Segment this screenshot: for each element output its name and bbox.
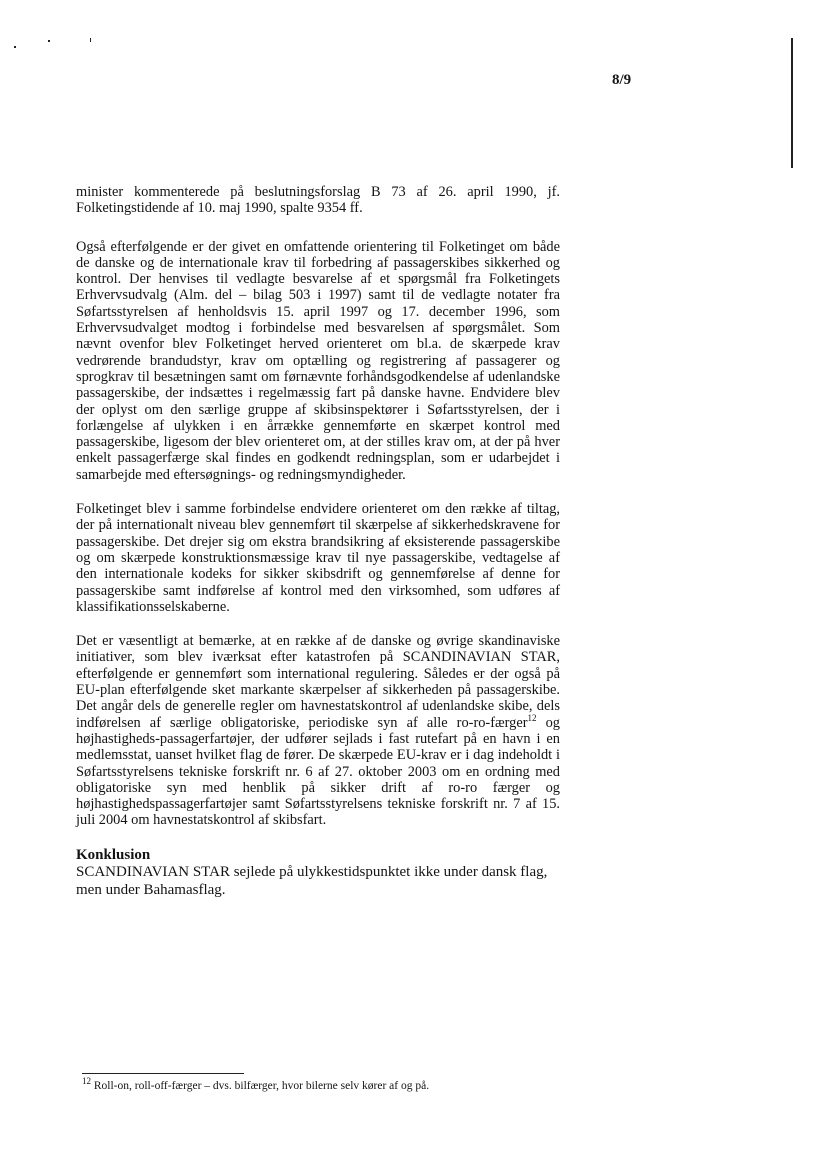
paragraph-intro: minister kommenterede på beslutningsforslag B 73 af 26. april 1990, jf. Folketingstidende af 10. maj 1990, spalte 9354 ff. (76, 184, 560, 217)
paragraph-eu-text-start: Det er væsentligt at bemærke, at en række af de danske og øvrige skandinaviske initiativer, som blev iværksat efter katastrofen på SCANDINAVIAN STAR, efterfølgende er gennemført som international regulering. Således er der også på EU-plan efterfølgende sket markante skærpelser af sikkerheden på passagerskibe. Det angår dels de generelle regler om havnestatskontrol af udenlandske skibe, dels indførelsen af særlige obligatoriske, periodiske syn af alle ro-ro-færger (76, 633, 560, 731)
footnote-divider (82, 1073, 244, 1074)
footnote-reference: 12 (527, 712, 537, 723)
scan-speck (90, 38, 91, 42)
footnote-text: Roll-on, roll-off-færger – dvs. bilfærger, hvor bilerne selv kører af og på. (91, 1080, 430, 1092)
footnote-number: 12 (82, 1076, 91, 1087)
scan-edge-line (791, 38, 793, 168)
scan-speck (48, 40, 50, 42)
scan-speck (14, 46, 16, 48)
footnote (82, 1076, 562, 1093)
conclusion-heading: Konklusion (76, 846, 151, 863)
document-body (76, 184, 560, 917)
paragraph-orientation: Også efterfølgende er der givet en omfattende orientering til Folketinget om både de danske og de internationale krav til forbedring af passagerskibes sikkerhed og kontrol. Der henvises til vedlagte besvarelse af et spørgsmål fra Folketingets Erhvervsudvalg (Alm. del – bilag 503 i 1997) samt til de vedlagte notater fra Søfartsstyrelsen af henholdsvis 15. april 1997 og 17. december 1996, som Erhvervsudvalget modtog i forbindelse med besvarelsen af spørgsmålet. Som nævnt ovenfor blev Folketinget herved orienteret om bl.a. de skærpede krav vedrørende brandudstyr, krav om optælling og registrering af passagerer og sprogkrav til besætningen samt om førnævnte forhåndsgodkendelse af udenlandske passagerskibe, der indsættes i regelmæssig fart på danske havne. Endvidere blev der oplyst om den særlige gruppe af skibsinspektører i Søfartsstyrelsen, der i forlængelse af ulykken i en årrække gennemførte en skærpet kontrol med passagerskibe, ligesom der blev orienteret om, at der stilles krav om, at der på hver enkelt passagerfærge skal findes en godkendt redningsplan, som er udarbejdet i samarbejde med eftersøgnings- og redningsmyndigheder. (76, 238, 560, 483)
paragraph-eu-regulation (76, 633, 560, 829)
paragraph-eu-text-end: og højhastigheds-passagerfartøjer, der udfører sejlads i fast rutefart på en havn i en medlemsstat, uanset hvilket flag de fører. De skærpede EU-krav er i dag indeholdt i Søfartsstyrelsens tekniske forskrift nr. 6 af 27. oktober 2003 om en ordning med obligatoriske syn med henblik på sikker drift af ro-ro færger og højhastighedspassagerfartøjer samt Søfartsstyrelsens tekniske forskrift nr. 7 af 15. juli 2004 om havnestatskontrol af skibsfart. (76, 714, 560, 829)
page-number: 8/9 (612, 72, 632, 88)
conclusion-text: SCANDINAVIAN STAR sejlede på ulykkestidspunktet ikke under dansk flag, men under Bahamasflag. (76, 863, 548, 898)
paragraph-international-measures: Folketinget blev i samme forbindelse endvidere orienteret om den række af tiltag, der på internationalt niveau blev gennemført til skærpelse af sikkerhedskravene for passagerskibe. Det drejer sig om ekstra brandsikring af eksisterende passagerskibe og om skærpede konstruktionsmæssige krav til nye passagerskibe, vedtagelse af den internationale kodeks for sikker skibsdrift og gennemførelse af denne for passagerskibe samt indførelse af kontrol med den virksomhed, som udføres af klassifikationsselskaberne. (76, 501, 560, 615)
